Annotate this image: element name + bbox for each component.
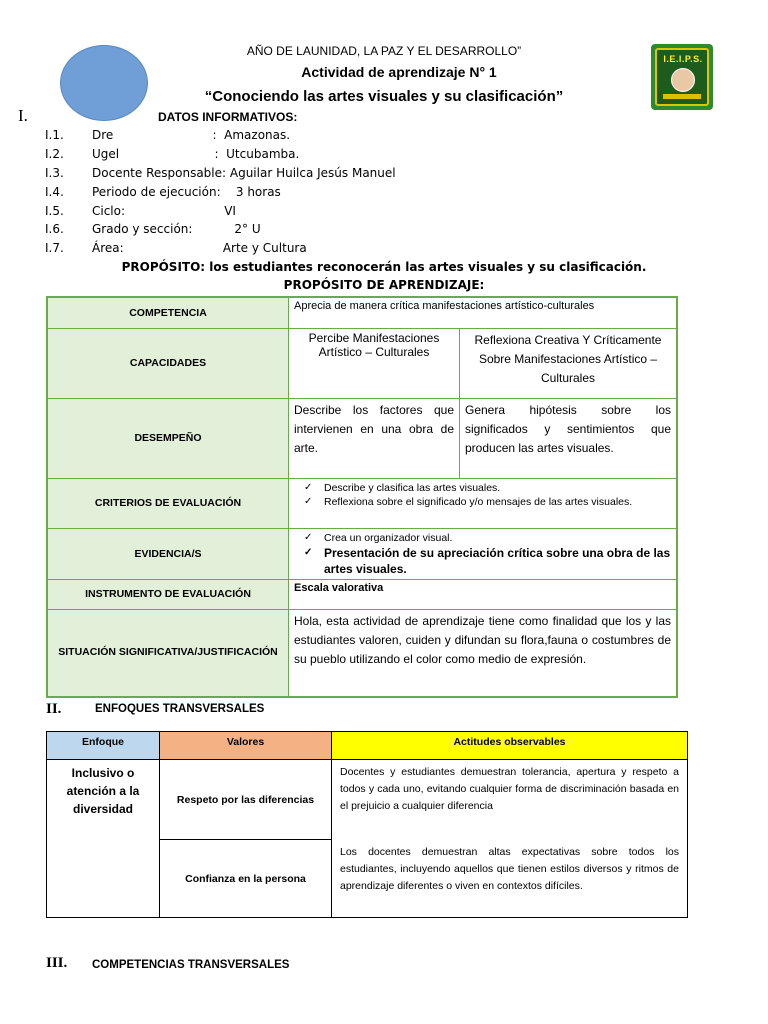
actitud-2: Los docentes demuestran altas expectativas sobre todos los estudiantes, incluyendo aquellos que tienen estilos diversos y ritmos de aprendizaje diferentes o viven en contextos difíciles.: [332, 840, 688, 918]
capacidad-1: Percibe Manifestaciones Artístico – Culturales: [289, 328, 460, 398]
section-3-numeral: III.: [46, 955, 68, 971]
desempeno-label: DESEMPEÑO: [47, 398, 289, 478]
criterios-list: [289, 478, 678, 528]
desempeno-1: Describe los factores que intervienen en una obra de arte.: [289, 398, 460, 478]
proposito-text: PROPÓSITO: los estudiantes reconocerán las artes visuales y su clasificación.: [121, 260, 647, 274]
valores-header: Valores: [160, 732, 332, 760]
activity-title: Actividad de aprendizaje N° 1: [301, 64, 497, 80]
logo-text: I.E.I.P.S.: [663, 54, 703, 64]
valor-1: Respeto por las diferencias: [160, 760, 332, 840]
section-1-title: DATOS INFORMATIVOS:: [158, 110, 298, 124]
proposito-aprendizaje-heading: PROPÓSITO DE APRENDIZAJE:: [283, 278, 485, 292]
evidencia-label: EVIDENCIA/S: [47, 528, 289, 579]
capacidades-label: CAPACIDADES: [47, 328, 289, 398]
evidencia-list: [289, 528, 678, 579]
instrumento-value: Escala valorativa: [289, 579, 678, 609]
criterio-item: ✓ Reflexiona sobre el significado y/o mensajes de las artes visuales.: [324, 495, 671, 509]
enfoque-value: Inclusivo o atención a la diversidad: [47, 760, 160, 918]
section-3-title: COMPETENCIAS TRANSVERSALES: [92, 959, 290, 971]
actitud-1: Docentes y estudiantes demuestran tolerancia, apertura y respeto a todos y cada uno, evitando cualquier forma de discriminación basada en el prejuicio a cualquier diferencia: [332, 760, 688, 840]
criterio-item: ✓ Describe y clasifica las artes visuales.: [324, 481, 671, 495]
enfoque-header: Enfoque: [47, 732, 160, 760]
section-2-title: ENFOQUES TRANSVERSALES: [95, 703, 265, 715]
capacidad-2: Reflexiona Creativa Y Críticamente Sobre Manifestaciones Artístico – Culturales: [460, 328, 678, 398]
evidencia-item: ✓ Crea un organizador visual.: [324, 531, 671, 545]
instrumento-label: INSTRUMENTO DE EVALUACIÓN: [47, 579, 289, 609]
section-2-numeral: II.: [46, 701, 62, 717]
desempeno-2: Genera hipótesis sobre los significados y sentimientos que producen las artes visuales.: [460, 398, 678, 478]
actitudes-header: Actitudes observables: [332, 732, 688, 760]
valor-2: Confianza en la persona: [160, 840, 332, 918]
situacion-value: Hola, esta actividad de aprendizaje tiene como finalidad que los y las estudiantes valoren, cuiden y difundan su flora,fauna o costumbres de su pueblo utilizando el color como medio de expresión.: [289, 609, 678, 697]
situacion-label: SITUACIÓN SIGNIFICATIVA/JUSTIFICACIÓN: [47, 609, 289, 697]
enfoques-table: [46, 731, 688, 918]
criterios-label: CRITERIOS DE EVALUACIÓN: [47, 478, 289, 528]
year-line: AÑO DE LAUNIDAD, LA PAZ Y EL DESARROLLO”: [246, 44, 522, 58]
competencia-label: COMPETENCIA: [47, 297, 289, 328]
evidencia-item: ✓ Presentación de su apreciación crítica sobre una obra de las artes visuales.: [324, 545, 671, 577]
activity-subtitle: “Conociendo las artes visuales y su clasificación”: [204, 88, 564, 105]
learning-purpose-table: [46, 296, 678, 698]
competencia-value: Aprecia de manera crítica manifestaciones artístico-culturales: [289, 297, 678, 328]
section-1-numeral: I.: [18, 106, 28, 125]
